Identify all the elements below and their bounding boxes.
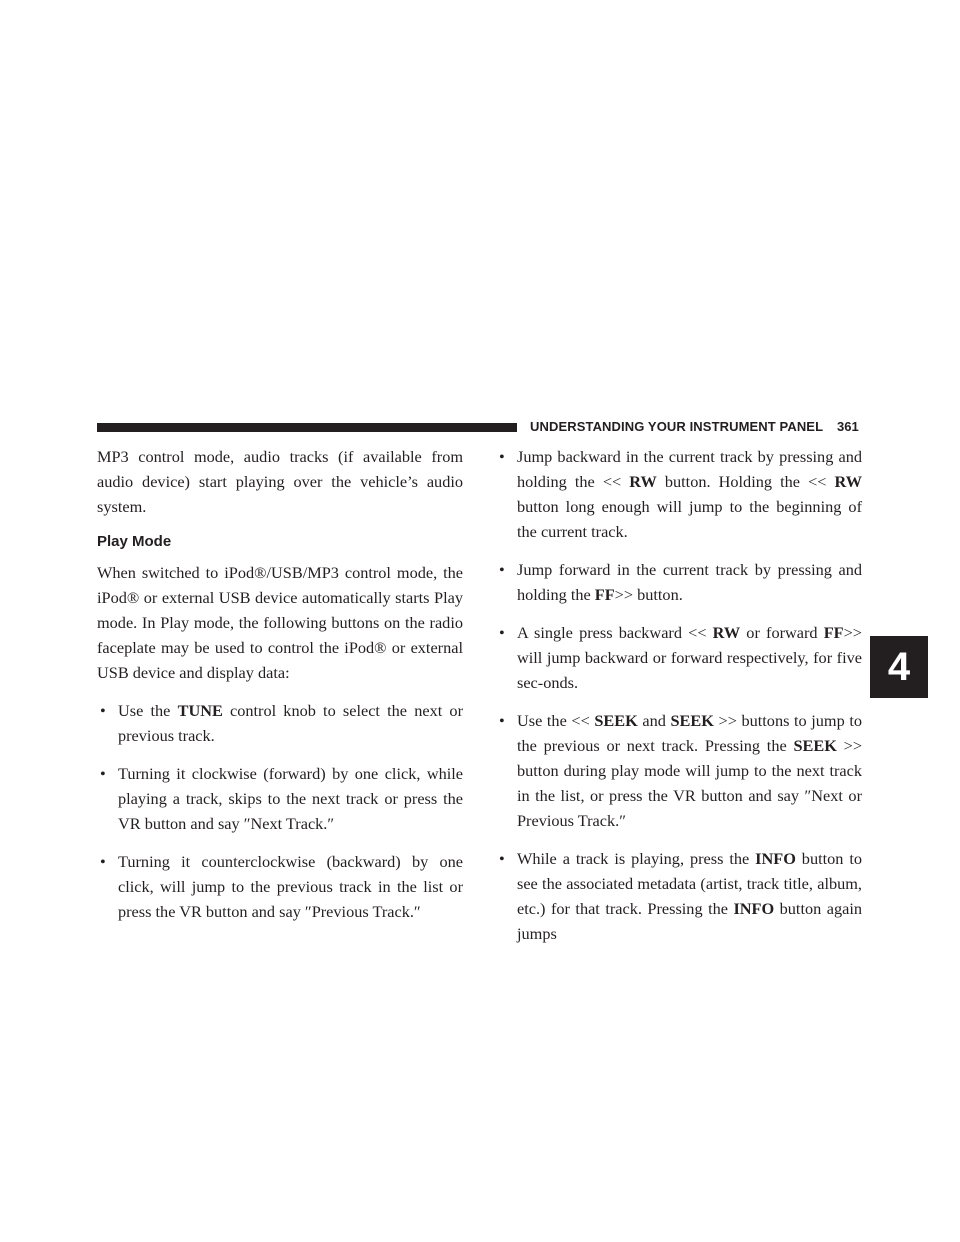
list-item: • Turning it clockwise (forward) by one click, while playing a track, skips to the next track or press the VR button and say ″Next Track.″ (97, 761, 463, 836)
list-item: • While a track is playing, press the INFO button to see the associated metadata (artist, track title, album, etc.) for that track. Pressing the INFO button again jumps (496, 846, 862, 946)
header-rule (97, 423, 517, 432)
list-item: • Turning it counterclockwise (backward) by one click, will jump to the previous track in the list or press the VR button and say ″Previous Track.″ (97, 849, 463, 924)
list-item: • Use the TUNE control knob to select the next or previous track. (97, 698, 463, 748)
page-number: 361 (837, 419, 859, 434)
list-item: • Use the << SEEK and SEEK >> buttons to jump to the previous or next track. Pressing the SEEK >> button during play mode will jump to the next track in the list, or press the VR button and say ″Next or Previous Track.″ (496, 708, 862, 833)
bullet-icon: • (100, 852, 106, 871)
section-title: UNDERSTANDING YOUR INSTRUMENT PANEL (530, 419, 824, 434)
bullet-icon: • (100, 764, 106, 783)
bullet-icon: • (100, 701, 106, 720)
list-item: • A single press backward << RW or forward FF>> will jump backward or forward respectively, for five sec-onds. (496, 620, 862, 695)
bullet-icon: • (499, 711, 505, 730)
right-column (496, 444, 862, 946)
bullet-icon: • (499, 447, 505, 466)
play-mode-paragraph: When switched to iPod®/USB/MP3 control mode, the iPod® or external USB device automatically starts Play mode. In Play mode, the following buttons on the radio faceplate may be used to control the iPod® or external USB device and display data: (97, 563, 463, 682)
left-bullet-list (97, 698, 463, 924)
bullet-icon: • (499, 560, 505, 579)
chapter-tab: 4 (870, 636, 928, 698)
list-item: • Jump forward in the current track by pressing and holding the FF>> button. (496, 557, 862, 607)
left-column (97, 444, 463, 924)
right-bullet-list (496, 444, 862, 946)
bullet-icon: • (499, 849, 505, 868)
list-item: • Jump backward in the current track by pressing and holding the << RW button. Holding the << RW button long enough will jump to the beginning of the current track. (496, 444, 862, 544)
intro-paragraph: MP3 control mode, audio tracks (if available from audio device) start playing over the vehicle’s audio system. (97, 447, 463, 516)
bullet-icon: • (499, 623, 505, 642)
play-mode-heading: Play Mode (97, 533, 172, 550)
